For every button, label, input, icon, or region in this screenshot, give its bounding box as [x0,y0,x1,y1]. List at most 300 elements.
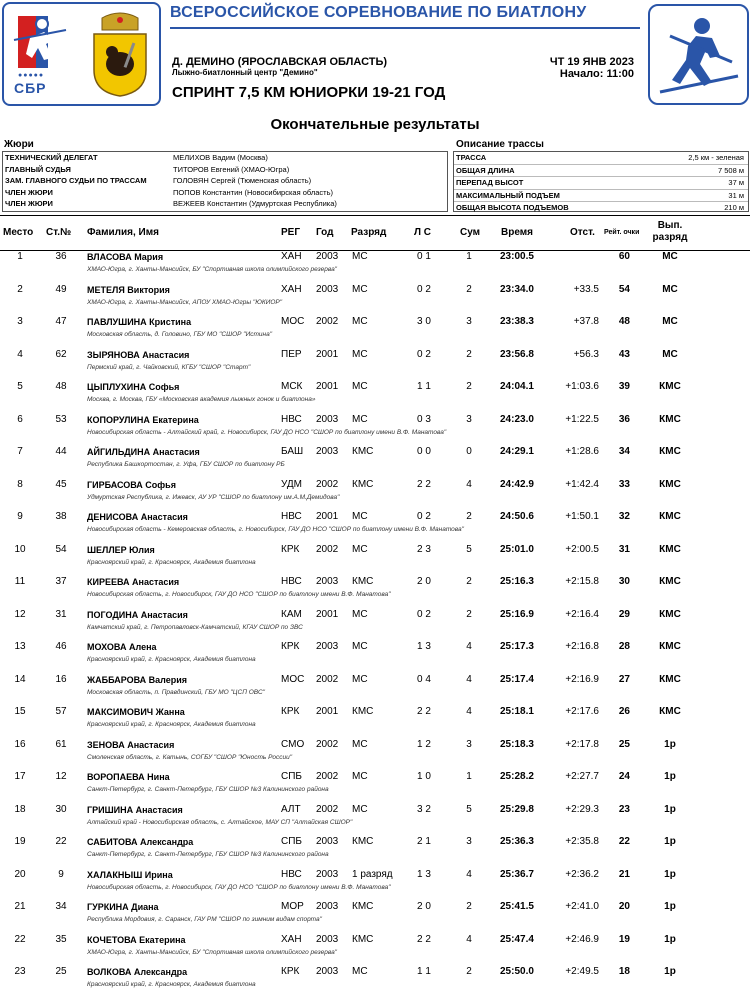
cell-name: АЙГИЛЬДИНА Анастасия [87,447,200,457]
col-place: Место [3,227,34,238]
cell-place: 16 [14,738,26,750]
cell-name: ВОЛКОВА Александра [87,967,188,977]
cell-year: 2003 [316,966,339,977]
cell-ls: 2 1 [417,836,431,847]
cell-points: 23 [618,803,630,815]
cell-ls: 1 0 [417,771,431,782]
race-date: ЧТ 19 ЯНВ 2023 [549,56,634,68]
cell-sum: 4 [466,933,472,945]
cell-behind: +2:00.5 [565,543,599,555]
cell-place: 9 [17,511,23,522]
cell-place: 2 [17,283,23,295]
cell-ls: 0 4 [417,673,431,685]
cell-bib: 47 [55,316,67,327]
cell-behind: +2:49.5 [565,966,599,977]
table-row [0,282,750,315]
table-row [0,379,750,412]
cell-time: 25:50.0 [500,966,534,977]
cell-year: 2002 [316,543,339,555]
cell-place: 3 [17,316,23,327]
cell-club: Новосибирская область - Алтайский край, г. Новосибирск, ГАУ ДО НСО "СШОР по биатлону имени В.Ф. Манатова" [87,428,447,436]
cell-place: 13 [14,641,26,652]
cell-behind: +1:22.5 [565,413,599,425]
cell-behind: +2:16.4 [565,608,599,620]
cell-time: 25:29.8 [500,803,534,815]
table-row [0,964,750,997]
cell-time: 25:18.3 [500,738,534,750]
cell-reg: МСК [281,381,303,392]
table-row [0,639,750,672]
cell-achieved: КМС [659,576,681,587]
cell-bib: 57 [55,706,67,717]
cell-behind: +2:29.3 [565,803,599,815]
cell-reg: СПБ [281,836,302,847]
cell-reg: ХАН [281,251,302,262]
track-row [454,202,748,214]
cell-sum: 5 [466,543,472,555]
cell-points: 54 [618,283,630,295]
track-table [453,151,749,212]
cell-behind: +2:16.9 [565,673,599,685]
cell-time: 24:04.1 [500,381,534,392]
cell-year: 2002 [316,478,339,490]
cell-year: 2001 [316,706,339,717]
race-start-time: Начало: 11:00 [559,68,634,80]
cell-sum: 3 [466,316,472,327]
table-row [0,769,750,802]
cell-time: 24:23.0 [500,413,534,425]
cell-ls: 0 3 [417,413,431,425]
cell-behind: +2:35.8 [565,836,599,847]
cell-bib: 35 [55,933,67,945]
cell-achieved: КМС [659,478,681,490]
cell-ls: 1 1 [417,381,431,392]
cell-name: ДЕНИСОВА Анастасия [87,512,188,522]
track-key: ОБЩАЯ ДЛИНА [456,165,515,175]
cell-time: 25:18.1 [500,706,534,717]
cell-bib: 37 [55,576,67,587]
cell-points: 21 [618,868,630,880]
cell-rank: МС [352,966,368,977]
col-region: РЕГ [281,227,301,238]
track-value: 7 508 м [717,165,744,175]
cell-name: ГУРКИНА Диана [87,902,159,912]
cell-points: 31 [618,543,630,555]
jury-row [3,187,447,199]
cell-name: КОПОРУЛИНА Екатерина [87,414,199,425]
cell-behind: +2:27.7 [565,771,599,782]
col-time: Время [501,227,533,238]
col-name: Фамилия, Имя [87,227,159,238]
cell-points: 18 [618,966,630,977]
cell-sum: 4 [466,641,472,652]
col-year: Год [316,227,334,238]
cell-reg: НВС [281,413,302,425]
cell-points: 29 [618,608,630,620]
cell-achieved: КМС [659,381,681,392]
cell-year: 2003 [316,251,339,262]
cell-place: 15 [14,706,26,717]
cell-achieved: 1р [664,933,676,945]
cell-bib: 44 [55,446,67,457]
sbr-logo-panel [2,2,161,106]
cell-year: 2001 [316,381,339,392]
cell-club: Новосибирская область - Кемеровская область, г. Новосибирск, ГАУ ДО НСО "СШОР по биатлону имени В.Ф. Манатова" [87,526,464,533]
track-value: 31 м [728,190,744,200]
sbr-dots: ●●●●● [18,72,45,79]
cell-time: 25:16.9 [500,608,534,620]
event-title: ВСЕРОССИЙСКОЕ СОРЕВНОВАНИЕ ПО БИАТЛОНУ [170,4,587,21]
cell-name: ГРИШИНА Анастасия [87,804,183,815]
cell-time: 24:50.6 [500,511,534,522]
cell-reg: КРК [281,641,300,652]
jury-role: ГЛАВНЫЙ СУДЬЯ [5,164,71,174]
cell-reg: КРК [281,543,300,555]
cell-club: Санкт-Петербург, г. Санкт-Петербург, ГБУ СШОР №3 Калининского района [87,851,329,858]
cell-reg: СМО [281,738,305,750]
jury-role: ЧЛЕН ЖЮРИ [5,199,53,208]
cell-ls: 0 2 [417,348,431,360]
cell-achieved: 1р [664,868,676,880]
cell-rank: МС [352,738,368,750]
cell-year: 2002 [316,316,339,327]
jury-title: Жюри [4,139,34,150]
cell-sum: 1 [466,251,472,262]
cell-sum: 4 [466,478,472,490]
cell-club: Камчатский край, г. Петропавловск-Камчатский, КГАУ СШОР по ЗВС [87,623,303,631]
cell-club: Красноярский край, г. Красноярск, Академия биатлона [87,558,256,566]
cell-bib: 31 [55,608,67,620]
cell-ls: 0 1 [417,251,431,262]
cell-name: ЦЫПЛУХИНА Софья [87,382,180,392]
cell-year: 2002 [316,771,339,782]
cell-name: ВЛАСОВА Мария [87,252,164,262]
results-table-header [0,215,750,251]
cell-bib: 22 [55,836,67,847]
table-row [0,249,750,282]
cell-place: 20 [14,868,26,880]
cell-time: 25:41.5 [500,901,534,912]
track-title: Описание трассы [456,139,544,150]
cell-time: 25:47.4 [500,933,534,945]
cell-achieved: МС [662,316,678,327]
cell-place: 8 [17,478,23,490]
cell-name: МАКСИМОВИЧ Жанна [87,707,185,717]
cell-reg: УДМ [281,478,303,490]
cell-sum: 2 [466,966,472,977]
cell-achieved: КМС [659,641,681,652]
table-row [0,509,750,542]
cell-club: Красноярский край, г. Красноярск, Академия биатлона [87,721,256,728]
jury-person: ВЕЖЕЕВ Константин (Удмуртская Республика) [173,199,337,208]
col-points: Рейт. очки [604,229,640,236]
cell-sum: 4 [466,706,472,717]
cell-behind: +33.5 [573,283,599,295]
cell-bib: 46 [55,641,67,652]
cell-points: 34 [618,446,630,457]
table-row [0,607,750,640]
cell-rank: МС [352,771,368,782]
cell-place: 11 [14,576,26,587]
cell-reg: МОР [281,901,304,912]
cell-reg: ПЕР [281,348,302,360]
cell-year: 2003 [316,901,339,912]
jury-table [2,151,448,212]
cell-points: 30 [618,576,630,587]
cell-points: 48 [618,316,630,327]
cell-rank: КМС [352,706,374,717]
cell-rank: МС [352,283,368,295]
cell-points: 39 [618,381,630,392]
cell-achieved: 1р [664,836,676,847]
cell-sum: 2 [466,381,472,392]
cell-points: 32 [618,511,630,522]
cell-points: 28 [618,641,630,652]
cell-place: 22 [14,933,26,945]
cell-club: Новосибирская область, г. Новосибирск, ГАУ ДО НСО "СШОР по биатлону имени В.Ф. Манатова" [87,591,391,598]
cell-bib: 62 [55,348,67,360]
cell-time: 23:00.5 [500,251,534,262]
cell-achieved: МС [662,348,678,360]
cell-club: ХМАО-Югра, г. Ханты-Мансийск, БУ "Спортивная школа олимпийского резерва" [87,266,337,273]
jury-role: ЗАМ. ГЛАВНОГО СУДЬИ ПО ТРАССАМ [5,176,147,185]
cell-ls: 1 3 [417,868,431,880]
cell-ls: 3 2 [417,803,431,815]
cell-behind: +2:41.0 [565,901,599,912]
cell-rank: МС [352,543,368,555]
cell-points: 19 [618,933,630,945]
cell-club: Пермский край, г. Чайковский, КГБУ "СШОР "Старт" [87,363,251,371]
table-row [0,444,750,477]
cell-rank: КМС [352,576,374,587]
track-key: ОБЩАЯ ВЫСОТА ПОДЪЕМОВ [456,203,569,212]
cell-place: 19 [14,836,26,847]
cell-rank: КМС [352,836,374,847]
cell-behind: +1:50.1 [565,511,599,522]
jury-person: МЕЛИХОВ Вадим (Москва) [173,153,268,162]
cell-behind: +2:16.8 [565,641,599,652]
col-behind: Отст. [570,227,595,238]
cell-sum: 2 [466,901,472,912]
cell-place: 1 [17,251,23,262]
cell-ls: 1 3 [417,641,431,652]
cell-rank: МС [352,673,368,685]
cell-reg: НВС [281,868,302,880]
cell-achieved: КМС [659,706,681,717]
jury-row [3,175,447,187]
jury-role: ЧЛЕН ЖЮРИ [5,187,53,197]
cell-ls: 0 2 [417,283,431,295]
cell-bib: 48 [55,381,67,392]
cell-name: ЖАББАРОВА Валерия [87,674,188,685]
cell-year: 2001 [316,511,339,522]
jury-row [3,198,447,210]
cell-place: 6 [17,413,23,425]
cell-achieved: МС [662,283,678,295]
cell-sum: 2 [466,608,472,620]
cell-time: 23:34.0 [500,283,534,295]
biathlete-logo-panel [648,4,749,105]
cell-rank: МС [352,381,368,392]
cell-club: Московская область, п. Правдинский, ГБУ МО "ЦСП ОВС" [87,688,265,696]
cell-reg: КРК [281,966,300,977]
cell-time: 25:17.3 [500,641,534,652]
table-row [0,314,750,347]
cell-name: ЗЫРЯНОВА Анастасия [87,349,190,360]
table-row [0,574,750,607]
jury-person: ПОПОВ Константин (Новосибирская область) [173,187,334,197]
cell-rank: МС [352,803,368,815]
cell-name: ВОРОПАЕВА Нина [87,772,170,782]
cell-reg: СПБ [281,771,302,782]
cell-ls: 2 2 [417,933,431,945]
table-row [0,899,750,932]
cell-achieved: КМС [659,413,681,425]
cell-name: ПАВЛУШИНА Кристина [87,317,192,327]
cell-name: ПОГОДИНА Анастасия [87,609,188,620]
cell-rank: КМС [352,901,374,912]
cell-ls: 1 1 [417,966,431,977]
cell-ls: 2 3 [417,543,431,555]
jury-person: ТИТОРОВ Евгений (ХМАО-Югра) [173,164,290,174]
cell-points: 20 [618,901,630,912]
cell-achieved: 1р [664,901,676,912]
cell-place: 21 [14,901,26,912]
cell-achieved: КМС [659,511,681,522]
cell-bib: 30 [55,803,67,815]
cell-name: САБИТОВА Александра [87,837,194,847]
table-row [0,802,750,835]
track-key: МАКСИМАЛЬНЫЙ ПОДЪЕМ [456,190,560,200]
cell-rank: МС [352,251,368,262]
cell-reg: КРК [281,706,300,717]
table-row [0,542,750,575]
cell-reg: НВС [281,511,302,522]
cell-place: 10 [14,543,26,555]
cell-behind: +2:36.2 [565,868,599,880]
results-table-body [0,249,750,997]
cell-time: 25:28.2 [500,771,534,782]
cell-points: 43 [618,348,630,360]
table-row [0,867,750,900]
cell-sum: 2 [466,283,472,295]
race-name: СПРИНТ 7,5 КМ ЮНИОРКИ 19-21 ГОД [172,84,446,101]
cell-bib: 36 [55,251,67,262]
table-row [0,672,750,705]
cell-name: ХАЛАКНЫШ Ирина [87,869,173,880]
title-underline [170,27,640,29]
cell-behind: +1:28.6 [565,446,599,457]
cell-achieved: 1р [664,803,676,815]
cell-name: ЗЕНОВА Анастасия [87,739,175,750]
col-sum: Сум [460,227,481,238]
table-row [0,477,750,510]
cell-name: ШЕЛЛЕР Юлия [87,544,155,555]
cell-club: Алтайский край - Новосибирская область, с. Алтайское, МАУ СП "Алтайская СШОР" [87,818,353,826]
cell-ls: 0 2 [417,608,431,620]
cell-time: 25:16.3 [500,576,534,587]
cell-year: 2003 [316,446,339,457]
cell-rank: МС [352,348,368,360]
cell-place: 14 [14,673,26,685]
cell-year: 2003 [316,576,339,587]
cell-reg: АЛТ [281,803,301,815]
cell-ls: 3 0 [417,316,431,327]
cell-behind: +37.8 [573,316,599,327]
cell-points: 22 [618,836,630,847]
jury-role: ТЕХНИЧЕСКИЙ ДЕЛЕГАТ [5,153,98,162]
cell-achieved: 1р [664,771,676,782]
cell-behind: +1:03.6 [565,381,599,392]
cell-sum: 4 [466,673,472,685]
cell-time: 24:42.9 [500,478,534,490]
cell-ls: 2 2 [417,478,431,490]
cell-achieved: КМС [659,543,681,555]
cell-year: 2002 [316,673,339,685]
cell-points: 24 [618,771,630,782]
table-row [0,834,750,867]
cell-time: 24:29.1 [500,446,534,457]
cell-reg: ХАН [281,283,302,295]
cell-ls: 2 0 [417,576,431,587]
cell-ls: 2 0 [417,901,431,912]
cell-rank: МС [352,316,368,327]
jury-person: ГОЛОВЯН Сергей (Тюменская область) [173,176,312,185]
jury-row [3,152,447,164]
cell-points: 25 [618,738,630,750]
track-key: ТРАССА [456,153,487,162]
cell-sum: 1 [466,771,472,782]
cell-sum: 0 [466,446,472,457]
track-row [454,152,748,165]
cell-bib: 25 [55,966,67,977]
cell-rank: МС [352,511,368,522]
cell-points: 26 [618,706,630,717]
track-value: 2,5 км - зеленая [688,153,744,162]
cell-club: Красноярский край, г. Красноярск, Академия биатлона [87,656,256,663]
cell-club: ХМАО-Югра, г. Ханты-Мансийск, БУ "Спортивная школа олимпийского резерва" [87,948,337,956]
cell-name: МОХОВА Алена [87,642,157,652]
cell-achieved: КМС [659,608,681,620]
cell-year: 2003 [316,933,339,945]
cell-behind: +2:46.9 [565,933,599,945]
cell-bib: 61 [55,738,67,750]
cell-bib: 49 [55,283,67,295]
track-value: 37 м [728,178,744,187]
cell-name: КОЧЕТОВА Екатерина [87,934,186,945]
cell-rank: МС [352,413,368,425]
cell-reg: МОС [281,673,305,685]
cell-sum: 4 [466,868,472,880]
track-row [454,165,748,178]
cell-behind: +2:15.8 [565,576,599,587]
cell-year: 2001 [316,608,339,620]
cell-name: КИРЕЕВА Анастасия [87,577,180,587]
cell-place: 17 [14,771,26,782]
cell-rank: КМС [352,446,374,457]
cell-year: 2002 [316,803,339,815]
cell-year: 2001 [316,348,339,360]
cell-year: 2003 [316,868,339,880]
cell-year: 2003 [316,283,339,295]
cell-behind: +1:42.4 [565,478,599,490]
cell-reg: МОС [281,316,305,327]
cell-place: 5 [17,381,23,392]
table-row [0,412,750,445]
table-row [0,932,750,965]
cell-club: Санкт-Петербург, г. Санкт-Петербург, ГБУ СШОР №3 Калининского района [87,786,329,793]
cell-achieved: МС [662,251,678,262]
